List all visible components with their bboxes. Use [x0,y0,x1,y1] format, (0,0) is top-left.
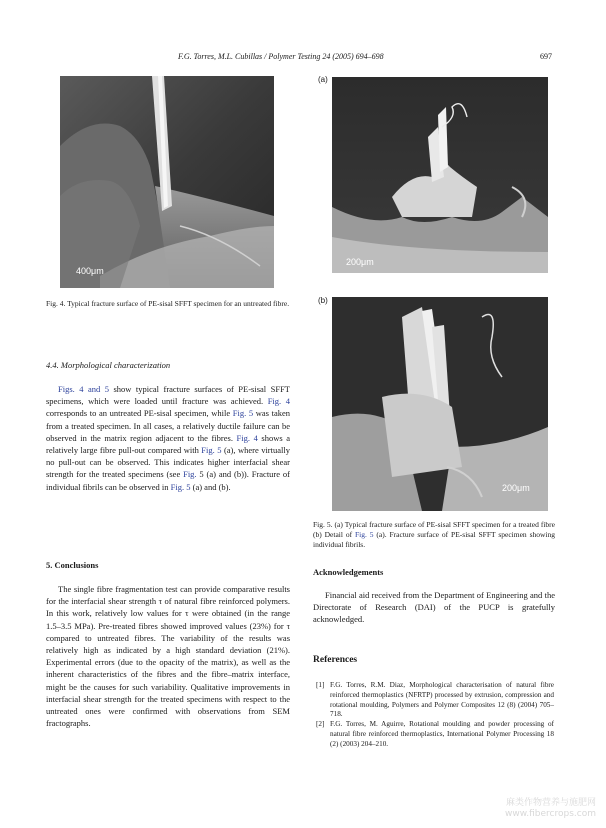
reference-item: [1] F.G. Torres, R.M. Diaz, Morphological characterisation of natural fibre reinforced thermoplastics (NFRTP) processed by extrusion, compression and rotational moulding, Polymers and Polymer Composites 12 (8) (2004) 705–718. [316,681,554,719]
watermark: 麻类作物营养与施肥网 www.fibercrops.com [505,798,596,819]
fig5a-sem-image [332,77,548,273]
fig5b-sem-image [332,297,548,511]
link-fig-5-b[interactable]: Fig. 5 [201,445,222,456]
fig5-panel-a-label: (a) [318,75,328,84]
page-number: 697 [540,52,552,61]
section-5-heading: 5. Conclusions [46,560,99,570]
fig4-scale-label: 400μm [76,266,104,276]
link-fig-5-c[interactable]: Fig. [183,469,197,480]
fig4-sem-image [60,76,274,288]
fig5-caption: Fig. 5. (a) Typical fracture surface of PE-sisal SFFT specimen for a treated fibre (b) Detail of Fig. 5 (a). Fracture surface of PE-sisal SFFT specimen showing individual fibrils. [313,520,555,549]
reference-item: [2] F.G. Torres, M. Aguirre, Rotational moulding and powder processing of natural fibre reinforced thermoplastics, International Polymer Processing 18 (2) (2003) 204–210. [316,720,554,748]
fig5b-scale-label: 200μm [502,483,530,493]
section-4-4-body: Figs. 4 and 5 show typical fracture surfaces of PE-sisal SFFT specimens, which were loaded until fracture was achieved. Fig. 4 corresponds to an untreated PE-sisal specimen, while Fig. 5 was taken from a treated specimen. In all cases, a relatively ductile failure can be observed in the matrix region adjacent to the fibres. Fig. 4 shows a relatively large fibre pull-out compared with Fig. 5 (a), where virtually no pull-out can be observed. This indicates higher interfacial shear strength for the treated specimens (see Fig. 5 (a) and (b)). Fracture of individual fibrils can be observed in Fig. 5 (a) and (b). [46,384,291,492]
section-4-4-heading: 4.4. Morphological characterization [46,360,171,370]
link-fig-4[interactable]: Fig. 4 [267,396,291,407]
acknowledgements-body: Financial aid received from the Department of Engineering and the Directorate of Research (DAI) of the PUCP is gratefully acknowledged. [313,590,555,625]
running-title: F.G. Torres, M.L. Cubillas / Polymer Testing 24 (2005) 694–698 [178,52,384,61]
link-fig-5-d[interactable]: Fig. 5 [170,481,191,492]
link-figs-4-5[interactable]: Figs. 4 and 5 [58,384,109,394]
link-fig5-caption[interactable]: Fig. 5 [354,530,374,539]
section-5-body: The single fibre fragmentation test can provide comparative results for the interfacial shear strength τ of natural fibre reinforced polymers. In this work, relatively low values for τ were obtained (in the range 1.5–3.5 MPa). Pre-treated fibres showed improved values (23%) for τ compared to untreated fibres. The variability of the results was relatively high as indicated by a high standard deviation (21%). Experimental errors (due to the opacity of the matrix), as well as the inherent characteristics of the fibres and the fibre–matrix interface, might be the causes for such variability. Qualitative improvements in interfacial shear strength for the treated specimens with respect to the untreated ones were confirmed with observations from SEM fractographs. [46,584,290,729]
fig5a-scale-label: 200μm [346,257,374,267]
link-fig-4-b[interactable]: Fig. 4 [236,432,258,443]
references-list [316,681,554,750]
acknowledgements-heading: Acknowledgements [313,567,384,577]
link-fig-5[interactable]: Fig. 5 [232,408,254,419]
fig5-panel-b-label: (b) [318,296,328,305]
references-heading: References [313,655,358,665]
fig4-caption: Fig. 4. Typical fracture surface of PE-sisal SFFT specimen for an untreated fibre. [46,299,290,308]
